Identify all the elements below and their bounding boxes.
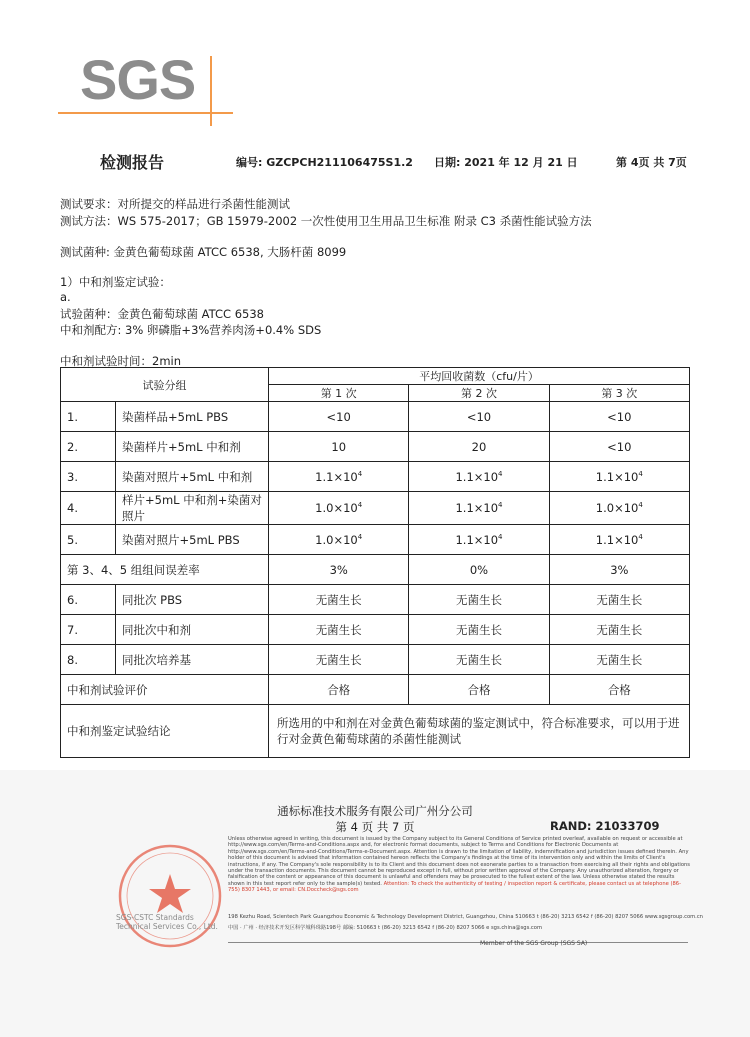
error-rate-value: 0% <box>409 555 549 585</box>
table-row <box>61 525 690 555</box>
row-value: $1.1\times 10^4$ <box>549 462 689 492</box>
run-1-header: 第 1 次 <box>269 385 409 402</box>
sgs-logo: SGS <box>80 48 196 111</box>
evaluation-value: 合格 <box>549 675 689 705</box>
avg-header: 平均回收菌数（cfu/片） <box>269 368 690 385</box>
row-group: 染菌样片+5mL 中和剂 <box>116 432 269 462</box>
error-rate-value: 3% <box>269 555 409 585</box>
row-number: 7. <box>61 615 116 645</box>
fine-print <box>228 836 690 894</box>
run-2-header: 第 2 次 <box>409 385 549 402</box>
row-number: 2. <box>61 432 116 462</box>
table-row <box>61 462 690 492</box>
row-number: 4. <box>61 492 116 525</box>
row-value: $1.1\times 10^4$ <box>409 525 549 555</box>
evaluation-value: 合格 <box>269 675 409 705</box>
row-value: <10 <box>549 402 689 432</box>
report-title: 检测报告 <box>100 153 165 172</box>
row-value: 无菌生长 <box>549 615 689 645</box>
row-group: 同批次中和剂 <box>116 615 269 645</box>
sub-heading: a. <box>60 290 71 304</box>
row-value: $1.1\times 10^4$ <box>269 462 409 492</box>
row-value: 无菌生长 <box>409 645 549 675</box>
member-text: Member of the SGS Group (SGS SA) <box>480 940 588 947</box>
table-header-row <box>61 368 690 385</box>
row-value: $1.1\times 10^4$ <box>409 462 549 492</box>
evaluation-value: 合格 <box>409 675 549 705</box>
row-value: $1.1\times 10^4$ <box>409 492 549 525</box>
row-group: 染菌对照片+5mL PBS <box>116 525 269 555</box>
row-value: 无菌生长 <box>269 645 409 675</box>
row-value: 无菌生长 <box>269 615 409 645</box>
row-value: $1.0\times 10^4$ <box>549 492 689 525</box>
report-page: 第 4页 共 7页 <box>616 156 687 169</box>
logo-rule-horizontal <box>58 112 233 114</box>
row-number: 3. <box>61 462 116 492</box>
table-row <box>61 645 690 675</box>
evaluation-row <box>61 675 690 705</box>
row-group: 染菌样品+5mL PBS <box>116 402 269 432</box>
table-row <box>61 432 690 462</box>
results-table <box>60 367 690 758</box>
error-rate-label: 第 3、4、5 组组间误差率 <box>61 555 269 585</box>
row-value: 20 <box>409 432 549 462</box>
address-english: 198 Kezhu Road, Scientech Park Guangzhou Economic & Technology Development District, Guangzhou, China 510663 t (86-20) 3213 6542 f (86-20) 8207 5066 www.sgsgroup.com.cn <box>228 914 703 920</box>
row-value: 10 <box>269 432 409 462</box>
row-value: 无菌生长 <box>269 585 409 615</box>
row-value: $1.0\times 10^4$ <box>269 525 409 555</box>
report-number: 编号: GZCPCH211106475S1.2 <box>236 156 413 169</box>
table-row <box>61 615 690 645</box>
row-group: 同批次 PBS <box>116 585 269 615</box>
test-strain: 试验菌种：金黄色葡萄球菌 ATCC 6538 <box>60 307 264 321</box>
logo-rule-vertical <box>210 56 212 126</box>
test-method: 测试方法：WS 575-2017；GB 15979-2002 一次性使用卫生用品卫生标准 附录 C3 杀菌性能试验方法 <box>60 214 592 228</box>
row-group: 同批次培养基 <box>116 645 269 675</box>
conclusion-text: 所选用的中和剂在对金黄色葡萄球菌的鉴定测试中，符合标准要求，可以用于进行对金黄色葡萄球菌的杀菌性能测试 <box>269 705 690 758</box>
table-row <box>61 492 690 525</box>
row-value: $1.0\times 10^4$ <box>269 492 409 525</box>
row-group: 样片+5mL 中和剂+染菌对照片 <box>116 492 269 525</box>
error-rate-row <box>61 555 690 585</box>
row-group: 染菌对照片+5mL 中和剂 <box>116 462 269 492</box>
company-seal-icon <box>110 836 230 956</box>
row-value: $1.1\times 10^4$ <box>549 525 689 555</box>
error-rate-value: 3% <box>549 555 689 585</box>
row-value: <10 <box>409 402 549 432</box>
row-number: 6. <box>61 585 116 615</box>
address-chinese: 中国 · 广州 · 经济技术开发区科学城科珠路198号 邮编: 510663 t (86-20) 3213 6542 f (86-20) 8207 5066 e sgs.china@sgs.com <box>228 925 542 931</box>
row-value: 无菌生长 <box>549 645 689 675</box>
footer-company: 通标标准技术服务有限公司广州分公司 <box>277 804 473 818</box>
report-date: 日期: 2021 年 12 月 21 日 <box>434 156 578 169</box>
run-3-header: 第 3 次 <box>549 385 689 402</box>
conclusion-row <box>61 705 690 758</box>
row-number: 5. <box>61 525 116 555</box>
row-value: <10 <box>269 402 409 432</box>
evaluation-label: 中和剂试验评价 <box>61 675 269 705</box>
table-row <box>61 402 690 432</box>
test-strains: 测试菌种: 金黄色葡萄球菌 ATCC 6538, 大肠杆菌 8099 <box>60 245 347 259</box>
test-requirement: 测试要求：对所提交的样品进行杀菌性能测试 <box>60 197 290 211</box>
footer-divider <box>228 942 688 943</box>
row-number: 8. <box>61 645 116 675</box>
test-time: 中和剂试验时间：2min <box>60 354 182 368</box>
attention-text: Attention: To check the authenticity of testing / inspection report & certificate, please contact us at telephone (86-755) 8307 1443, or email: CN.Doccheck@sgs.com <box>228 880 681 894</box>
row-value: 无菌生长 <box>549 585 689 615</box>
conclusion-label: 中和剂鉴定试验结论 <box>61 705 269 758</box>
row-value: 无菌生长 <box>409 585 549 615</box>
row-number: 1. <box>61 402 116 432</box>
footer-page: 第 4 页 共 7 页 <box>335 820 415 834</box>
row-value: <10 <box>549 432 689 462</box>
row-value: 无菌生长 <box>409 615 549 645</box>
neutralizer-formula: 中和剂配方: 3% 卵磷脂+3%营养肉汤+0.4% SDS <box>60 323 322 337</box>
section-heading: 1）中和剂鉴定试验： <box>60 275 171 289</box>
fine-print-text: Unless otherwise agreed in writing, this document is issued by the Company subject to its General Conditions of Service printed overleaf, available on request or accessible at http://www.sgs.com/en/Terms-and-Conditions.aspx and, for electronic format documents, subject to Terms and Conditions for Electronic Documents at http://www.sgs.com/en/Terms-and-Conditions/Terms-e-Document.aspx. Attention is drawn to the limitation of liability, indemnification and jurisdiction issues defined therein. Any holder of this document is advised that information contained hereon reflects the Company's findings at the time of its intervention only and within the limits of Client's instructions, if any. The Company's sole responsibility is to its Client and this document does not exonerate parties to a transaction from exercising all their rights and obligations under the transaction documents. This document cannot be reproduced except in full, without prior written approval of the Company. Any unauthorized alteration, forgery or falsification of the content or appearance of this document is unlawful and offenders may be prosecuted to the fullest extent of the law. Unless otherwise stated the results shown in this test report refer only to the sample(s) tested. <box>228 836 690 887</box>
group-header: 试验分组 <box>61 368 269 402</box>
stamp-text: SGS-CSTC Standards Technical Services Co., Ltd. <box>116 913 218 931</box>
rand-number: RAND: 21033709 <box>550 819 660 833</box>
table-row <box>61 585 690 615</box>
